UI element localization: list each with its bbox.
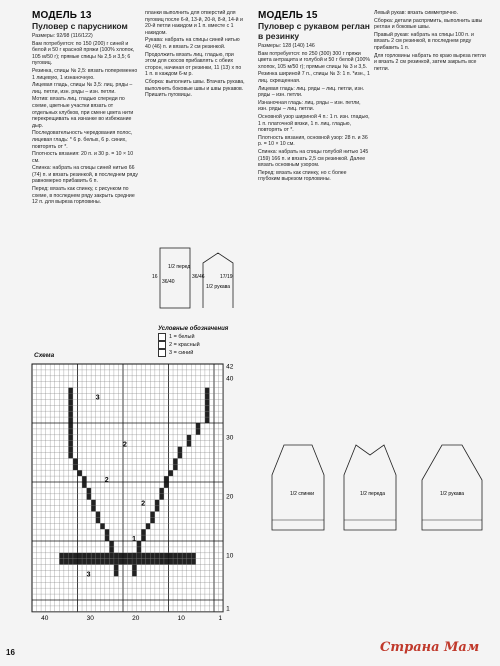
text-paragraph: Плотность вязания: 20 п. и 30 р. = 10 × 10 см.: [32, 151, 134, 164]
text-paragraph: Сборка: выполнить швы. Втачать рукава, выполнить боковые швы и швы рукавов. Пришить пуговицы.: [145, 78, 245, 99]
schematic-label: 1/2 рукава: [206, 284, 231, 290]
model15-text-column: [258, 10, 370, 335]
chart-cell-filled: [169, 553, 174, 559]
chart-cell-filled: [91, 500, 96, 506]
text-paragraph: Спинка: набрать на спицы синей нитью 66 (74) п. и вязать резинкой, в последнем ряду равномерно прибавить 6 п.: [32, 165, 138, 185]
text-paragraph: Вам потребуется: по 250 (300) 300 г пряжи цвета антрацита и голубой и 50 г белой (100% хлопок, 105 м/50 г); прямые спицы № 3 и 3,5.: [258, 50, 370, 70]
chart-cell-filled: [159, 559, 164, 565]
chart-cell-filled: [78, 559, 83, 565]
chart-cell-filled: [141, 559, 146, 565]
text-paragraph: Резинка шириной 7 п., спицы № 3: 1 п. *изн., 1 лиц. скрещенная.: [258, 71, 370, 84]
chart-cell-filled: [100, 559, 105, 565]
chart-cell-filled: [155, 506, 160, 512]
chart-cell-filled: [150, 517, 155, 523]
chart-col-number: 30: [86, 614, 94, 622]
legend-items: [158, 333, 228, 357]
chart-cell-filled: [187, 559, 192, 565]
chart-cell-filled: [178, 559, 183, 565]
chart-cell-filled: [178, 553, 183, 559]
chart-cell-filled: [146, 553, 151, 559]
chart-cell-filled: [164, 482, 169, 488]
legend-label: 3 = синий: [169, 349, 194, 356]
schematic-front-outline: [344, 445, 396, 530]
chart-cell-filled: [114, 565, 119, 571]
text-paragraph: Резинка, спицы № 2,5: вязать попеременно 1 лицевую, 1 изнаночную.: [32, 67, 138, 81]
chart-cell-filled: [159, 553, 164, 559]
chart-cell-filled: [78, 553, 83, 559]
chart-cell-filled: [191, 553, 196, 559]
chart-cell-filled: [91, 553, 96, 559]
chart-cell-filled: [91, 506, 96, 512]
chart-row-number: 40: [226, 375, 234, 383]
text-paragraph: планки выполнить для отверстий для пуговиц после 6-й, 13-й, 20-й, 8-й, 14-й и 20-й петли накидом и 1 п. вместе с 1 накидом.: [145, 10, 243, 36]
schematic-label: 1/2 перед: [168, 264, 191, 270]
chart-cell-filled: [196, 423, 201, 429]
model13-paragraphs-2: [145, 10, 245, 99]
chart-cell-filled: [68, 423, 73, 429]
chart-cell-filled: [78, 470, 83, 476]
chart-cell-filled: [159, 494, 164, 500]
chart-cell-filled: [68, 553, 73, 559]
chart-cell-filled: [169, 470, 174, 476]
chart-cell-filled: [87, 553, 92, 559]
legend-swatch: [158, 341, 166, 349]
model13-subtitle: Пуловер с парусником: [32, 21, 128, 31]
chart-cell-filled: [164, 553, 169, 559]
model15-subtitle: Пуловер с рукавом реглан в резинку: [258, 21, 370, 41]
text-paragraph: Размеры: 128 (140) 146: [258, 43, 315, 49]
chart-cell-filled: [187, 435, 192, 441]
chart-cell-filled: [91, 559, 96, 565]
schematic-front-outline: [160, 248, 190, 308]
chart-cell-filled: [68, 417, 73, 423]
model13-schematic: [148, 238, 248, 328]
chart-cell-filled: [137, 553, 142, 559]
chart-col-number: 40: [41, 614, 49, 622]
chart-cell-filled: [73, 559, 78, 565]
chart-cell-filled: [132, 571, 137, 577]
chart-cell-filled: [150, 553, 155, 559]
model15-paragraphs-2: [374, 10, 486, 72]
chart-cell-filled: [205, 411, 210, 417]
chart-cell-filled: [68, 394, 73, 400]
knitting-chart: [28, 360, 256, 630]
chart-row-number: 30: [226, 434, 234, 442]
chart-cell-filled: [96, 512, 101, 518]
chart-cell-filled: [114, 571, 119, 577]
chart-cell-filled: [96, 559, 101, 565]
chart-cell-filled: [105, 553, 110, 559]
chart-cell-filled: [169, 559, 174, 565]
legend-label: 1 = белый: [169, 333, 195, 340]
chart-cell-filled: [82, 476, 87, 482]
chart-cell-filled: [109, 541, 114, 547]
chart-cell-filled: [68, 388, 73, 394]
model13-title: МОДЕЛЬ 13: [32, 10, 92, 21]
chart-cell-filled: [128, 553, 133, 559]
chart-cell-filled: [173, 553, 178, 559]
schematic-label: 16: [152, 274, 158, 280]
scheme-label: Схема: [34, 352, 55, 359]
chart-cell-filled: [68, 435, 73, 441]
model15-title: МОДЕЛЬ 15: [258, 10, 318, 21]
chart-cell-filled: [109, 553, 114, 559]
schematic-label: 1/2 переда: [360, 491, 385, 497]
chart-cell-filled: [73, 464, 78, 470]
schematic-label: 36/46: [192, 274, 205, 280]
chart-cell-filled: [105, 529, 110, 535]
chart-cell-filled: [164, 476, 169, 482]
legend-item: [158, 349, 228, 357]
chart-cell-filled: [178, 453, 183, 459]
text-paragraph: Последовательность чередования полос, лицевая гладь: * 6 р. белых, 6 р. синих, повторять от *.: [32, 130, 133, 150]
model15-schematics: [262, 420, 494, 600]
chart-cell-filled: [96, 517, 101, 523]
chart-cell-filled: [123, 553, 128, 559]
chart-cell-filled: [118, 559, 123, 565]
chart-cell-filled: [73, 553, 78, 559]
chart-cell-filled: [137, 547, 142, 553]
schematic-sleeve-outline: [422, 445, 482, 530]
text-paragraph: Для горловины набрать по краю выреза петли и вязать 2 см резинкой, затем закрыть все петли.: [374, 52, 486, 72]
chart-symbol-label: 2: [123, 441, 127, 449]
chart-cell-filled: [182, 553, 187, 559]
chart-cell-filled: [132, 553, 137, 559]
chart-cell-filled: [137, 541, 142, 547]
legend-item: [158, 341, 228, 349]
chart-cell-filled: [150, 512, 155, 518]
legend-title: Условные обозначения: [158, 326, 229, 332]
chart-cell-filled: [87, 488, 92, 494]
chart-cell-filled: [187, 441, 192, 447]
chart-cell-filled: [100, 553, 105, 559]
chart-cell-filled: [114, 553, 119, 559]
chart-symbol-label: 2: [141, 500, 146, 508]
legend-swatch: [158, 333, 166, 341]
chart-cell-filled: [82, 553, 87, 559]
text-paragraph: Размеры: 92/98 (116/122): [32, 33, 93, 39]
chart-col-number: 20: [132, 614, 140, 622]
page-number: 16: [6, 648, 15, 657]
schematic-label: 17/19: [220, 274, 233, 280]
chart-cell-filled: [205, 405, 210, 411]
text-paragraph: Рукава: набрать на спицы синей нитью 40 (46) п. и вязать 2 см резинкой.: [145, 37, 240, 50]
text-paragraph: Основной узор шириной 4 п.: 1 п. изн. гладью, 1 п. платочной вязки, 1 п. лиц. гладью, повторять от *.: [258, 113, 370, 134]
chart-cell-filled: [173, 458, 178, 464]
chart-cell-filled: [159, 488, 164, 494]
chart-cell-filled: [100, 523, 105, 529]
chart-col-number: 1: [218, 614, 223, 622]
chart-cell-filled: [68, 453, 73, 459]
model15-paragraphs: [258, 43, 370, 183]
chart-row-number: 1: [226, 605, 230, 613]
chart-col-number: 10: [177, 614, 185, 622]
chart-cell-filled: [68, 441, 73, 447]
chart-cell-filled: [59, 559, 64, 565]
chart-cell-filled: [68, 429, 73, 435]
chart-cell-filled: [191, 559, 196, 565]
chart-cell-filled: [132, 565, 137, 571]
chart-cell-filled: [132, 559, 137, 565]
chart-row-number: 42: [226, 363, 234, 371]
chart-cell-filled: [155, 500, 160, 506]
chart-cell-filled: [178, 447, 183, 453]
chart-cell-filled: [105, 535, 110, 541]
text-paragraph: Правый рукав: набрать на спицы 100 п. и вязать 2 см резинкой, в последнем ряду прибавить 1 п.: [374, 31, 474, 51]
chart-cell-filled: [182, 559, 187, 565]
chart-symbol-label: 3: [95, 394, 100, 402]
model13-text-column: [32, 10, 140, 350]
chart-cell-filled: [141, 535, 146, 541]
model15-text-column-2: [374, 10, 486, 410]
chart-cell-filled: [64, 559, 69, 565]
chart-cell-filled: [205, 417, 210, 423]
legend-swatch: [158, 349, 166, 357]
chart-cell-filled: [82, 482, 87, 488]
chart-row-number: 10: [226, 552, 234, 560]
chart-cell-filled: [173, 559, 178, 565]
text-paragraph: Перед: вязать как спинку, но с более глубоким вырезом горловины.: [258, 169, 347, 183]
chart-cell-filled: [137, 559, 142, 565]
chart-cell-filled: [123, 559, 128, 565]
chart-cell-filled: [68, 405, 73, 411]
legend-label: 2 = красный: [169, 341, 200, 348]
model13-text-column-2: [145, 10, 245, 235]
text-paragraph: Изнаночная гладь: лиц. ряды – изн. петли, изн. ряды – лиц. петли.: [258, 99, 361, 113]
chart-legend: [158, 326, 228, 357]
chart-row-number: 20: [226, 493, 234, 501]
text-paragraph: Плотность вязания, основной узор: 28 п. и 36 р. = 10 × 10 см.: [258, 134, 368, 148]
chart-cell-filled: [155, 559, 160, 565]
chart-cell-filled: [146, 559, 151, 565]
chart-cell-filled: [164, 559, 169, 565]
chart-cell-filled: [87, 494, 92, 500]
chart-cell-filled: [96, 553, 101, 559]
text-paragraph: Спинка: набрать на спицы голубой нитью 145 (159) 166 п. и вязать 2,5 см резинкой. Далее вязать основным узором.: [258, 148, 369, 169]
chart-cell-filled: [141, 529, 146, 535]
text-paragraph: Лицевая гладь: лиц. ряды – лиц. петли, изн. ряды – изн. петли.: [258, 85, 365, 99]
text-paragraph: Левый рукав: вязать симметрично.: [374, 10, 459, 16]
legend-item: [158, 333, 228, 341]
chart-cell-filled: [109, 559, 114, 565]
chart-cell-filled: [205, 394, 210, 400]
schematic-back-outline: [272, 445, 324, 530]
text-paragraph: Перед: вязать как спинку, с рисунком по схеме, в последнем ряду закрыть средние 12 п. для выреза горловины.: [32, 186, 135, 206]
model13-paragraphs: [32, 33, 140, 206]
chart-cell-filled: [146, 523, 151, 529]
chart-symbol-label: 1: [132, 536, 137, 543]
text-paragraph: Лицевая гладь, спицы № 3,5: лиц. ряды – лиц. петли, изн. ряды – изн. петли.: [32, 82, 133, 95]
text-paragraph: Продолжить вязать лиц. гладью, при этом для скосов прибавлять с обеих сторон, начиная от резинки, 11 (13) х по 1 п. в каждом 6-м р.: [145, 51, 242, 78]
schematic-label: 1/2 спинки: [290, 491, 315, 497]
chart-cell-filled: [68, 399, 73, 405]
chart-cell-filled: [128, 559, 133, 565]
chart-cell-filled: [59, 553, 64, 559]
chart-cell-filled: [187, 553, 192, 559]
chart-cell-filled: [73, 458, 78, 464]
chart-cell-filled: [68, 447, 73, 453]
chart-cell-filled: [155, 553, 160, 559]
text-paragraph: Мотив: вязать лиц. гладью спереди по схеме, цветные участки вязать от отдельных клубков, при смене цвета нити перекрещивать на изнанке во избежание дыр.: [32, 96, 134, 129]
chart-cell-filled: [205, 388, 210, 394]
chart-cell-filled: [114, 559, 119, 565]
chart-cell-filled: [205, 399, 210, 405]
schematic-label: 1/2 рукава: [440, 491, 465, 497]
text-paragraph: Сборка: детали распрямить, выполнить швы реглан и боковые швы.: [374, 17, 483, 31]
chart-cell-filled: [150, 559, 155, 565]
chart-cell-filled: [87, 559, 92, 565]
chart-cell-filled: [173, 464, 178, 470]
schematic-sleeve-outline: [203, 253, 233, 308]
chart-cell-filled: [68, 411, 73, 417]
chart-cell-filled: [118, 553, 123, 559]
text-paragraph: Вам потребуется: по 150 (200) г синей и белой и 50 г красной пряжи (100% хлопок, 105 м/50 г); прямые спицы № 2,5 и 3,5; 6 пуговиц.: [32, 40, 135, 67]
chart-symbol-label: 2: [104, 477, 109, 484]
chart-cell-filled: [141, 553, 146, 559]
chart-cell-filled: [82, 559, 87, 565]
chart-cell-filled: [196, 429, 201, 435]
chart-symbol-label: 3: [86, 571, 91, 579]
chart-cell-filled: [68, 559, 73, 565]
watermark: Страна Мам: [380, 640, 480, 655]
chart-cell-filled: [64, 553, 69, 559]
schematic-label: 36/40: [162, 279, 175, 285]
chart-cell-filled: [105, 559, 110, 565]
chart-cell-filled: [109, 547, 114, 553]
